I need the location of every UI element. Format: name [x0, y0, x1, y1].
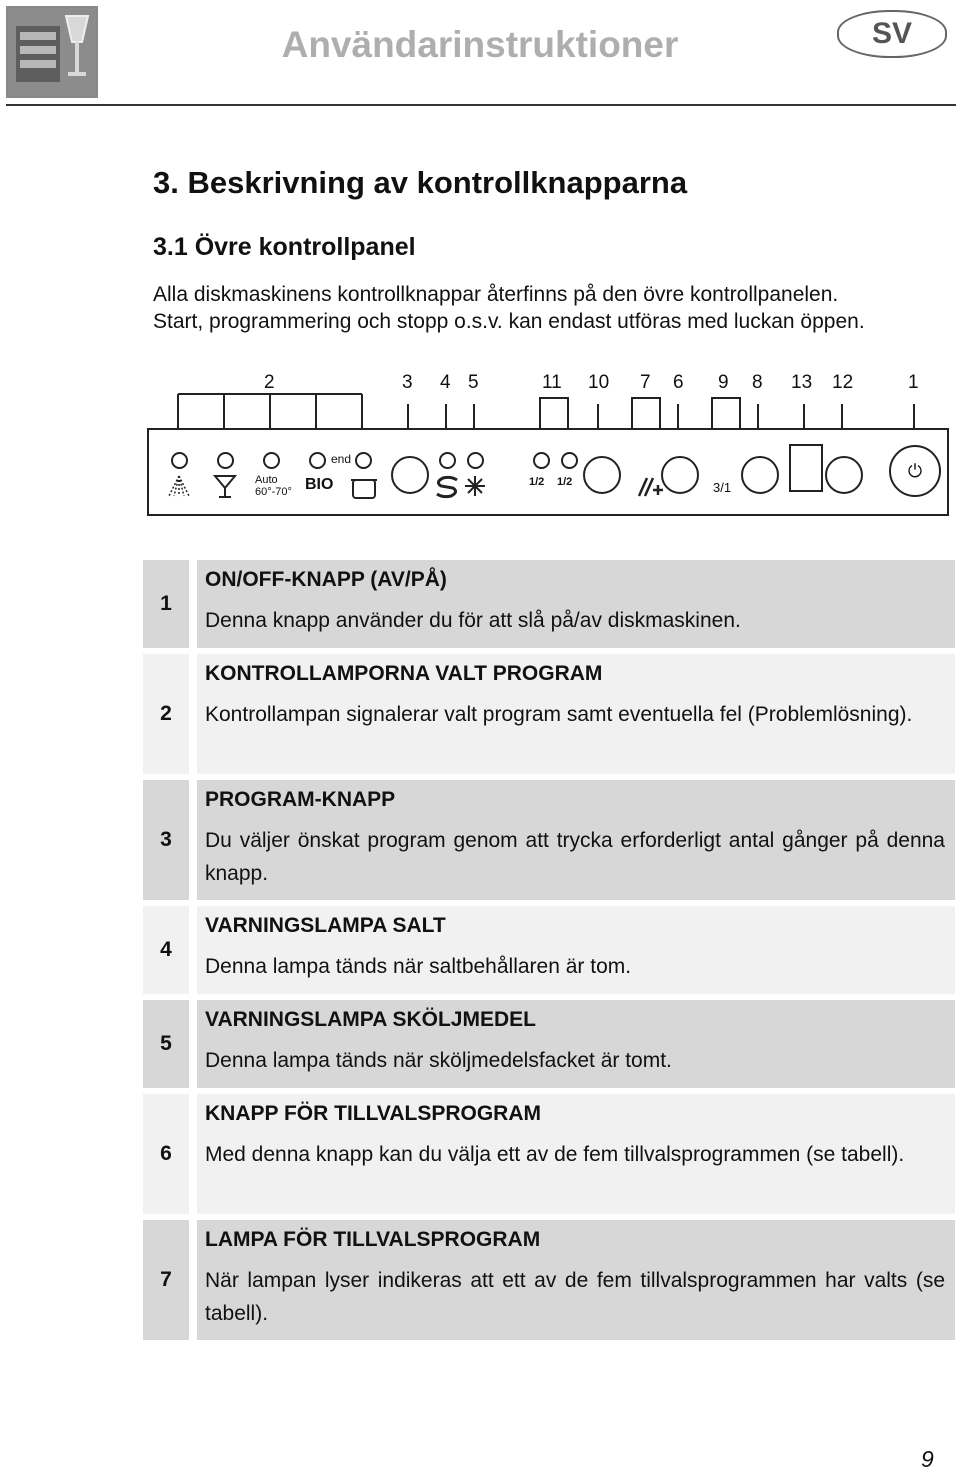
row-title: VARNINGSLAMPA SKÖLJMEDEL: [205, 1008, 536, 1031]
callout-label: 11: [542, 372, 562, 393]
row-content: [197, 1094, 955, 1214]
header-divider: [6, 104, 956, 106]
half-load-lamp: [533, 452, 550, 469]
half-load-upper-icon: 1/2: [557, 476, 573, 488]
row-text: Denna lampa tänds när sköljmedelsfacket är tomt.: [205, 1049, 672, 1072]
row-content: [197, 560, 955, 648]
intro-line: Start, programmering och stopp o.s.v. kan endast utföras med luckan öppen.: [153, 310, 865, 333]
intro-paragraph: [153, 281, 953, 335]
row-number: 7: [143, 1220, 189, 1340]
row-title: LAMPA FÖR TILLVALSPROGRAM: [205, 1228, 541, 1251]
program-indicator-lamp: [355, 452, 372, 469]
row-title: KNAPP FÖR TILLVALSPROGRAM: [205, 1102, 541, 1125]
row-text: Denna lampa tänds när saltbehållaren är tom.: [205, 955, 632, 978]
callout-label: 9: [718, 372, 729, 393]
row-number: 6: [143, 1094, 189, 1214]
bio-program-icon: BIO: [305, 476, 334, 493]
row-content: [197, 780, 955, 900]
row-title: PROGRAM-KNAPP: [205, 788, 396, 811]
callout-label: 6: [673, 372, 684, 393]
row-title: VARNINGSLAMPA SALT: [205, 914, 446, 937]
intro-line: Alla diskmaskinens kontrollknappar återfinns på den övre kontrollpanelen.: [153, 283, 839, 306]
callout-label: 8: [752, 372, 763, 393]
row-number: 1: [143, 560, 189, 648]
row-text: Med denna knapp kan du välja ett av de fem tillvalsprogrammen (se tabell).: [205, 1143, 905, 1166]
callout-label: 10: [588, 372, 610, 393]
row-title: KONTROLLAMPORNA VALT PROGRAM: [205, 662, 603, 685]
subsection-title: 3.1 Övre kontrollpanel: [153, 233, 416, 261]
row-content: [197, 1220, 955, 1340]
callout-label: 12: [832, 372, 854, 393]
row-title: ON/OFF-KNAPP (AV/PÅ): [205, 568, 447, 591]
row-number: 5: [143, 1000, 189, 1088]
salt-icon: [433, 474, 461, 500]
row-number: 2: [143, 654, 189, 774]
rinse-aid-icon: [463, 474, 487, 498]
callout-label: 1: [908, 372, 919, 393]
table-row: [143, 780, 955, 900]
control-panel-diagram: [147, 428, 949, 516]
half-load-lamp: [561, 452, 578, 469]
header-title: Användarinstruktioner: [281, 24, 679, 65]
row-text: Kontrollampan signalerar valt program samt eventuella fel (Problemlösning).: [205, 703, 913, 726]
glass-icon: [211, 474, 239, 500]
row-number: 3: [143, 780, 189, 900]
salt-warning-lamp: [439, 452, 456, 469]
section-title: 3. Beskrivning av kontrollknapparna: [153, 165, 688, 200]
prewash-spray-icon: [165, 474, 193, 500]
program-indicator-lamp: [171, 452, 188, 469]
table-row: [143, 560, 955, 648]
callout-label: 2: [264, 372, 275, 393]
callout-label: 4: [440, 372, 451, 393]
callout-label: 13: [791, 372, 813, 393]
table-row: [143, 654, 955, 774]
pot-icon: [349, 472, 379, 502]
half-load-button[interactable]: [583, 456, 621, 494]
row-text: Denna knapp använder du för att slå på/av diskmaskinen.: [205, 609, 741, 632]
callout-label: 5: [468, 372, 479, 393]
display-window: [789, 444, 823, 492]
table-row: [143, 1000, 955, 1088]
page-number: 9: [921, 1446, 934, 1472]
row-content: [197, 654, 955, 774]
delay-start-icon: 3/1: [713, 480, 732, 495]
row-content: [197, 1000, 955, 1088]
row-number: 4: [143, 906, 189, 994]
power-button[interactable]: [889, 445, 941, 497]
half-load-lower-icon: 1/2: [529, 476, 545, 488]
language-badge: SV: [837, 10, 947, 58]
auto-program-icon: Auto 60°-70°: [255, 474, 292, 498]
table-row: [143, 1094, 955, 1214]
power-icon: ⏻: [907, 461, 923, 481]
row-text: När lampan lyser indikeras att ett av de fem tillvalsprogrammen har valts (se tabell).: [205, 1269, 945, 1325]
table-row: [143, 906, 955, 994]
row-text: Du väljer önskat program genom att trycka erforderligt antal gånger på denna knapp.: [205, 829, 945, 885]
row-content: [197, 906, 955, 994]
program-indicator-lamp: [309, 452, 326, 469]
program-indicator-lamp: [217, 452, 234, 469]
callout-label: 7: [640, 372, 651, 393]
end-label: end: [331, 452, 352, 466]
program-button[interactable]: [391, 456, 429, 494]
table-row: [143, 1220, 955, 1340]
optional-program-button[interactable]: [661, 456, 699, 494]
delay-start-button[interactable]: [741, 456, 779, 494]
control-description-table: [143, 560, 955, 1346]
callout-label: 3: [402, 372, 413, 393]
program-indicator-lamp: [263, 452, 280, 469]
rinse-aid-warning-lamp: [467, 452, 484, 469]
extra-button[interactable]: [825, 456, 863, 494]
